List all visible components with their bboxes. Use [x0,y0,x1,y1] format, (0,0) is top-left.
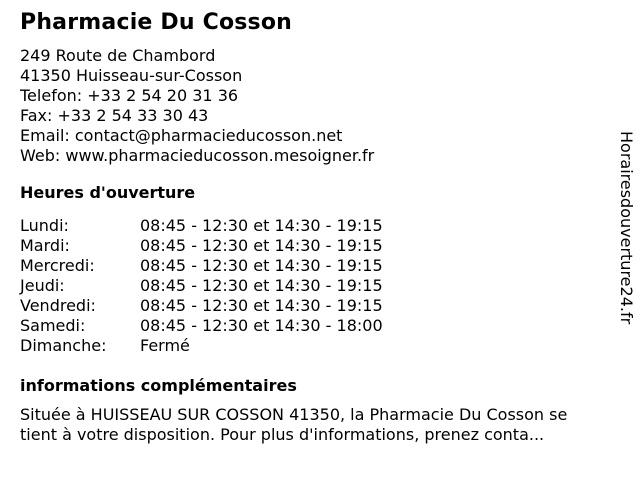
phone-value: +33 2 54 20 31 36 [87,86,239,105]
page-title: Pharmacie Du Cosson [20,10,293,35]
hours-value: 08:45 - 12:30 et 14:30 - 19:15 [140,256,383,275]
address-line-city: 41350 Huisseau-sur-Cosson [20,66,243,85]
fax-line [20,106,640,126]
email-line [20,126,640,146]
day-label: Samedi: [20,316,86,335]
hours-row-friday [20,296,640,316]
hours-row-saturday [20,316,640,336]
address-line-street: 249 Route de Chambord [20,46,216,65]
fax-label: Fax: [20,106,53,125]
email-label: Email: [20,126,70,145]
day-label: Dimanche: [20,336,107,355]
site-watermark: Horairesdouverture24.fr [617,131,636,325]
web-label: Web: [20,146,61,165]
day-label: Jeudi: [20,276,65,295]
hours-value: 08:45 - 12:30 et 14:30 - 18:00 [140,316,383,335]
opening-hours-heading: Heures d'ouverture [20,183,196,202]
hours-value-closed: Fermé [140,336,190,355]
day-label: Mardi: [20,236,70,255]
web-value: www.pharmacieducosson.mesoigner.fr [65,146,375,165]
hours-value: 08:45 - 12:30 et 14:30 - 19:15 [140,236,383,255]
additional-info-heading: informations complémentaires [20,376,297,395]
additional-info-text [20,405,640,445]
hours-row-sunday [20,336,640,356]
hours-value: 08:45 - 12:30 et 14:30 - 19:15 [140,296,383,315]
hours-value: 08:45 - 12:30 et 14:30 - 19:15 [140,276,383,295]
hours-row-thursday [20,276,640,296]
hours-row-tuesday [20,236,640,256]
info-text-line: Située à HUISSEAU SUR COSSON 41350, la Pharmacie Du Cosson se [20,405,568,424]
day-label: Mercredi: [20,256,95,275]
contact-block [20,46,640,166]
email-value: contact@pharmacieducosson.net [74,126,343,145]
info-text-line: tient à votre disposition. Pour plus d'informations, prenez conta... [20,425,545,444]
fax-value: +33 2 54 33 30 43 [57,106,209,125]
day-label: Vendredi: [20,296,96,315]
hours-row-monday [20,216,640,236]
day-label: Lundi: [20,216,69,235]
hours-value: 08:45 - 12:30 et 14:30 - 19:15 [140,216,383,235]
hours-row-wednesday [20,256,640,276]
phone-line [20,86,640,106]
web-line [20,146,640,166]
opening-hours-table [20,216,640,356]
phone-label: Telefon: [20,86,83,105]
